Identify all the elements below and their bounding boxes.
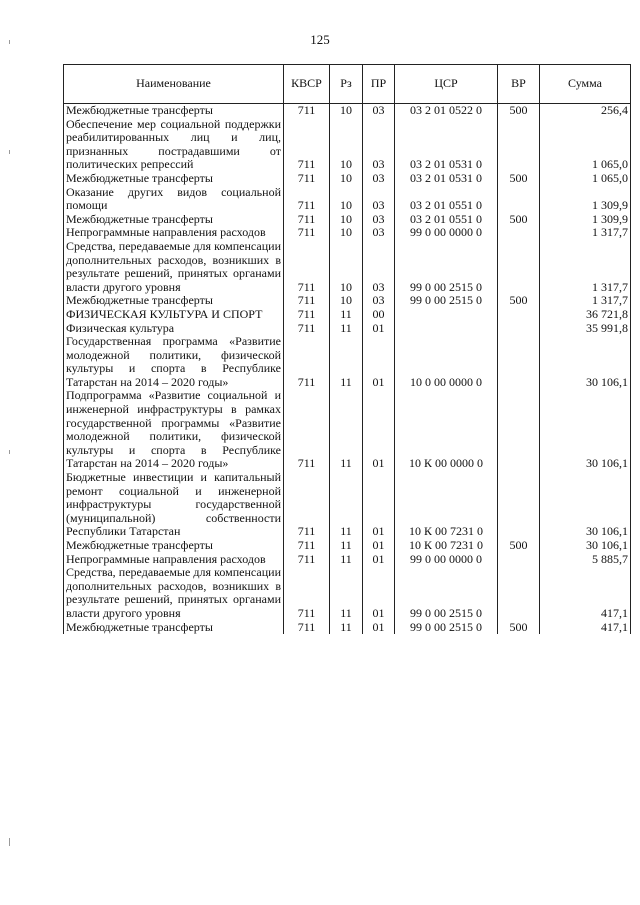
row-vr: 500: [498, 104, 540, 118]
table-row: [64, 553, 631, 567]
row-csr: 03 2 01 0531 0: [395, 118, 498, 172]
row-vr: [498, 308, 540, 322]
row-csr: 99 0 00 2515 0: [395, 240, 498, 294]
row-pr: 01: [363, 539, 395, 553]
row-vr: [498, 240, 540, 294]
row-vr: 500: [498, 172, 540, 186]
row-pr: 01: [363, 471, 395, 539]
table-row: [64, 226, 631, 240]
row-vr: 500: [498, 539, 540, 553]
row-sum: 1 065,0: [540, 118, 631, 172]
row-vr: 500: [498, 294, 540, 308]
row-vr: [498, 322, 540, 336]
row-kvsr: 711: [284, 621, 330, 635]
row-rz: 11: [330, 335, 363, 389]
row-rz: 11: [330, 322, 363, 336]
row-csr: [395, 308, 498, 322]
row-csr: 10 К 00 7231 0: [395, 471, 498, 539]
row-rz: 10: [330, 226, 363, 240]
row-vr: [498, 335, 540, 389]
row-kvsr: 711: [284, 294, 330, 308]
table-row: [64, 335, 631, 389]
row-vr: [498, 471, 540, 539]
row-rz: 10: [330, 294, 363, 308]
row-pr: 03: [363, 104, 395, 118]
header-name: Наименование: [64, 65, 284, 104]
row-name: Средства, передаваемые для компенсации дополнительных расходов, возникших в результате решений, принятых органами власти другого уровня: [64, 240, 284, 294]
row-vr: [498, 226, 540, 240]
row-pr: 03: [363, 118, 395, 172]
row-csr: [395, 322, 498, 336]
row-pr: 01: [363, 335, 395, 389]
row-sum: 36 721,8: [540, 308, 631, 322]
row-rz: 11: [330, 566, 363, 620]
row-csr: 10 0 00 0000 0: [395, 335, 498, 389]
row-name: Межбюджетные трансферты: [64, 539, 284, 553]
row-pr: 01: [363, 621, 395, 635]
row-sum: 417,1: [540, 566, 631, 620]
row-kvsr: 711: [284, 226, 330, 240]
header-pr: ПР: [363, 65, 395, 104]
row-kvsr: 711: [284, 539, 330, 553]
row-csr: 99 0 00 0000 0: [395, 553, 498, 567]
row-rz: 11: [330, 621, 363, 635]
table-row: [64, 213, 631, 227]
row-name: Подпрограмма «Развитие социальной и инженерной инфраструктуры в рамках государственной программы «Развитие молодежной политики, физической культуры и спорта в Республике Татарстан на 2014 – 2020 годы»: [64, 389, 284, 471]
row-name: ФИЗИЧЕСКАЯ КУЛЬТУРА И СПОРТ: [64, 308, 284, 322]
header-vr: ВР: [498, 65, 540, 104]
row-rz: 10: [330, 186, 363, 213]
row-name: Бюджетные инвестиции и капитальный ремонт социальной и инженерной инфраструктуры государственной (муниципальной) собственности Республики Татарстан: [64, 471, 284, 539]
header-rz: Рз: [330, 65, 363, 104]
scan-edge-mark: [9, 150, 10, 154]
table-row: [64, 308, 631, 322]
row-csr: 10 К 00 7231 0: [395, 539, 498, 553]
row-kvsr: 711: [284, 389, 330, 471]
row-rz: 11: [330, 553, 363, 567]
row-sum: 1 065,0: [540, 172, 631, 186]
row-name: Межбюджетные трансферты: [64, 104, 284, 118]
row-name: Межбюджетные трансферты: [64, 213, 284, 227]
row-vr: 500: [498, 621, 540, 635]
row-sum: 30 106,1: [540, 335, 631, 389]
row-csr: 03 2 01 0551 0: [395, 186, 498, 213]
row-csr: 03 2 01 0531 0: [395, 172, 498, 186]
row-kvsr: 711: [284, 118, 330, 172]
row-sum: 1 317,7: [540, 240, 631, 294]
table-row: [64, 322, 631, 336]
row-pr: 01: [363, 322, 395, 336]
row-rz: 11: [330, 389, 363, 471]
table-row: [64, 240, 631, 294]
table-row: [64, 471, 631, 539]
page-number: 125: [310, 32, 330, 47]
table-row: [64, 186, 631, 213]
row-kvsr: 711: [284, 566, 330, 620]
budget-table: [63, 64, 631, 634]
row-sum: 35 991,8: [540, 322, 631, 336]
row-vr: [498, 553, 540, 567]
row-csr: 99 0 00 2515 0: [395, 621, 498, 635]
row-rz: 10: [330, 213, 363, 227]
row-name: Межбюджетные трансферты: [64, 172, 284, 186]
table-row: [64, 621, 631, 635]
header-sum: Сумма: [540, 65, 631, 104]
row-name: Физическая культура: [64, 322, 284, 336]
row-vr: [498, 186, 540, 213]
row-csr: 99 0 00 2515 0: [395, 294, 498, 308]
row-csr: 99 0 00 2515 0: [395, 566, 498, 620]
table-row: [64, 172, 631, 186]
row-vr: [498, 566, 540, 620]
row-pr: 01: [363, 553, 395, 567]
row-sum: 5 885,7: [540, 553, 631, 567]
row-kvsr: 711: [284, 553, 330, 567]
row-rz: 11: [330, 308, 363, 322]
row-kvsr: 711: [284, 186, 330, 213]
row-pr: 03: [363, 226, 395, 240]
row-name: Межбюджетные трансферты: [64, 621, 284, 635]
row-sum: 1 317,7: [540, 226, 631, 240]
row-rz: 10: [330, 172, 363, 186]
row-pr: 00: [363, 308, 395, 322]
row-csr: 03 2 01 0551 0: [395, 213, 498, 227]
row-pr: 03: [363, 294, 395, 308]
row-kvsr: 711: [284, 471, 330, 539]
row-csr: 03 2 01 0522 0: [395, 104, 498, 118]
row-name: Государственная программа «Развитие молодежной политики, физической культуры и спорта в Республике Татарстан на 2014 – 2020 годы»: [64, 335, 284, 389]
row-name: Межбюджетные трансферты: [64, 294, 284, 308]
row-sum: 30 106,1: [540, 539, 631, 553]
row-name: Обеспечение мер социальной поддержки реабилитированных лиц и лиц, признанных пострадавшими от политических репрессий: [64, 118, 284, 172]
row-pr: 03: [363, 213, 395, 227]
row-kvsr: 711: [284, 172, 330, 186]
row-name: Средства, передаваемые для компенсации дополнительных расходов, возникших в результате решений, принятых органами власти другого уровня: [64, 566, 284, 620]
row-sum: 30 106,1: [540, 471, 631, 539]
table-row: [64, 104, 631, 118]
row-rz: 10: [330, 104, 363, 118]
row-kvsr: 711: [284, 240, 330, 294]
row-vr: [498, 389, 540, 471]
row-sum: 1 309,9: [540, 213, 631, 227]
row-sum: 417,1: [540, 621, 631, 635]
table-header-row: [64, 65, 631, 104]
row-rz: 10: [330, 240, 363, 294]
row-rz: 11: [330, 471, 363, 539]
row-rz: 10: [330, 118, 363, 172]
table-row: [64, 389, 631, 471]
row-name: Непрограммные направления расходов: [64, 553, 284, 567]
row-rz: 11: [330, 539, 363, 553]
row-kvsr: 711: [284, 308, 330, 322]
row-kvsr: 711: [284, 213, 330, 227]
row-sum: 1 309,9: [540, 186, 631, 213]
row-name: Непрограммные направления расходов: [64, 226, 284, 240]
row-sum: 1 317,7: [540, 294, 631, 308]
table-row: [64, 118, 631, 172]
row-sum: 30 106,1: [540, 389, 631, 471]
row-pr: 03: [363, 240, 395, 294]
header-csr: ЦСР: [395, 65, 498, 104]
row-vr: [498, 118, 540, 172]
row-pr: 03: [363, 186, 395, 213]
row-pr: 03: [363, 172, 395, 186]
table-row: [64, 539, 631, 553]
row-kvsr: 711: [284, 335, 330, 389]
row-pr: 01: [363, 566, 395, 620]
row-name: Оказание других видов социальной помощи: [64, 186, 284, 213]
row-csr: 99 0 00 0000 0: [395, 226, 498, 240]
scan-edge-mark: [9, 838, 10, 846]
row-vr: 500: [498, 213, 540, 227]
row-kvsr: 711: [284, 322, 330, 336]
row-pr: 01: [363, 389, 395, 471]
table-row: [64, 294, 631, 308]
scan-edge-mark: [9, 40, 10, 44]
row-sum: 256,4: [540, 104, 631, 118]
row-csr: 10 К 00 0000 0: [395, 389, 498, 471]
scan-edge-mark: [9, 450, 10, 454]
header-kvsr: КВСР: [284, 65, 330, 104]
row-kvsr: 711: [284, 104, 330, 118]
table-row: [64, 566, 631, 620]
